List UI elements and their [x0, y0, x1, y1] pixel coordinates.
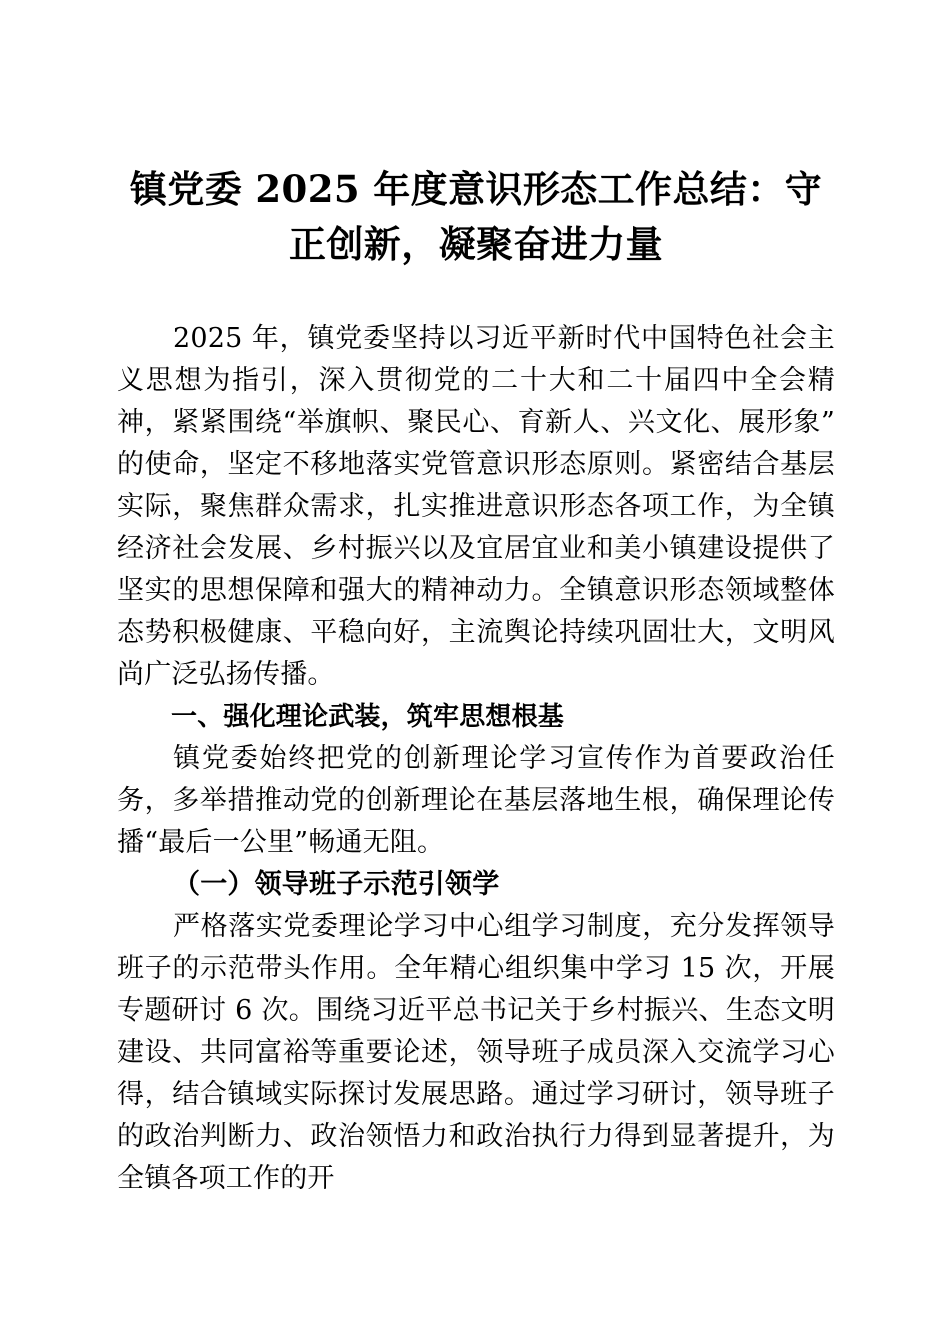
paragraph-section-1-lead: 镇党委始终把党的创新理论学习宣传作为首要政治任务，多举措推动党的创新理论在基层落地生根，确保理论传播“最后一公里”畅通无阻。	[117, 743, 835, 858]
document-content	[117, 0, 835, 1200]
paragraph-section-1-1-body: 严格落实党委理论学习中心组学习制度，充分发挥领导班子的示范带头作用。全年精心组织集中学习 15 次，开展专题研讨 6 次。围绕习近平总书记关于乡村振兴、生态文明建设、共同富裕等重要论述，领导班子成员深入交流学习心得，结合镇域实际探讨发展思路。通过学习研讨，领导班子的政治判断力、政治领悟力和政治执行力得到显著提升，为全镇各项工作的开	[117, 911, 835, 1194]
subsection-heading-1-1: （一）领导班子示范引领学	[173, 869, 500, 900]
paragraph-intro: 2025 年，镇党委坚持以习近平新时代中国特色社会主义思想为指引，深入贯彻党的二十大和二十届四中全会精神，紧紧围绕“举旗帜、聚民心、育新人、兴文化、展形象”的使命，坚定不移地落实党管意识形态原则。紧密结合基层实际，聚焦群众需求，扎实推进意识形态各项工作，为全镇经济社会发展、乡村振兴以及宜居宜业和美小镇建设提供了坚实的思想保障和强大的精神动力。全镇意识形态领域整体态势积极健康、平稳向好，主流舆论持续巩固壮大，文明风尚广泛弘扬传播。	[117, 323, 835, 690]
page-title: 镇党委 2025 年度意识形态工作总结：守正创新，凝聚奋进力量	[129, 167, 823, 266]
section-heading-1: 一、强化理论武装，筑牢思想根基	[171, 702, 565, 732]
